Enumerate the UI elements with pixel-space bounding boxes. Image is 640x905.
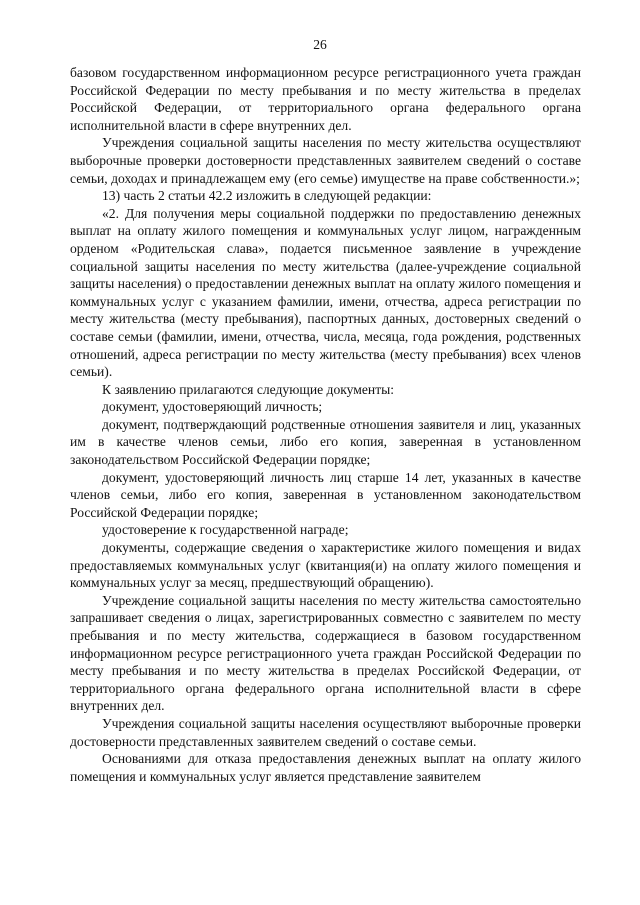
paragraph-application-procedure: «2. Для получения меры социальной поддержки по предоставлению денежных выплат на оплату жилого помещения и коммунальных услуг лицом, награжденным орденом «Родительская слава», подается письменное заявление в учреждение социальной защиты населения по месту жительства (далее-учреждение социальной защиты населения) о предоставлении денежных выплат на оплату жилого помещения и коммунальных услуг с указанием фамилии, имени, отчества, адреса регистрации по месту жительства (месту пребывания), паспортных данных, достоверных сведений о составе семьи (фамилии, имени, отчества, числа, месяца, года рождения, родственных отношений, адреса регистрации по месту жительства (месту пребывания) всех членов семьи). (70, 205, 581, 380)
paragraph-document-kinship: документ, подтверждающий родственные отношения заявителя и лиц, указанных им в качестве членов семьи, либо его копия, заверенная в установленном законодательством Российской Федерации порядке; (70, 416, 581, 468)
paragraph-document-identity: документ, удостоверяющий личность; (102, 399, 323, 415)
paragraph-family-verification: Учреждения социальной защиты населения осуществляют выборочные проверки достоверности представленных заявителем сведений о составе семьи. (70, 715, 581, 749)
paragraph-document-family-identity: документ, удостоверяющий личность лиц старше 14 лет, указанных в качестве членов семьи, либо его копия, заверенная в установленном законодательством Российской Федерации порядке; (70, 469, 581, 520)
paragraph-document-award-certificate: удостоверение к государственной награде; (102, 522, 349, 538)
paragraph-continuation: базовом государственном информационном ресурсе регистрационного учета граждан Российской Федерации по месту пребывания и по месту жительства в пределах Российской Федерации, от территориального органа федерального органа исполнительной власти в сфере внутренних дел. (70, 65, 581, 133)
paragraph-refusal-grounds: Основаниями для отказа предоставления денежных выплат на оплату жилого помещения и коммунальных услуг является представление заявителем (70, 751, 581, 784)
paragraph-document-housing-info: документы, содержащие сведения о характеристике жилого помещения и видах предоставляемых коммунальных услуг (квитанция(и) на оплату жилого помещения и коммунальных услуг за месяц, предшествующий обращению). (70, 540, 581, 591)
paragraph-verification-checks: Учреждения социальной защиты населения по месту жительства осуществляют выборочные проверки достоверности представленных заявителем сведений о составе семьи, доходах и принадлежащем ему (его семье) имуществе на праве собственности.»; (70, 135, 581, 186)
paragraph-amendment-item-13: 13) часть 2 статьи 42.2 изложить в следующей редакции: (102, 188, 432, 204)
page-number: 26 (313, 37, 327, 52)
paragraph-registration-request: Учреждение социальной защиты населения по месту жительства самостоятельно запрашивает сведения о лицах, зарегистрированных совместно с заявителем по месту пребывания и по месту жительства, содержащиеся в базовом государственном информационном ресурсе регистрационного учета граждан Российской Федерации по месту пребывания и по месту жительства в пределах Российской Федерации, от территориального органа федерального органа исполнительной власти в сфере внутренних дел. (70, 592, 581, 714)
paragraph-documents-intro: К заявлению прилагаются следующие документы: (102, 381, 395, 397)
document-body (70, 64, 581, 785)
